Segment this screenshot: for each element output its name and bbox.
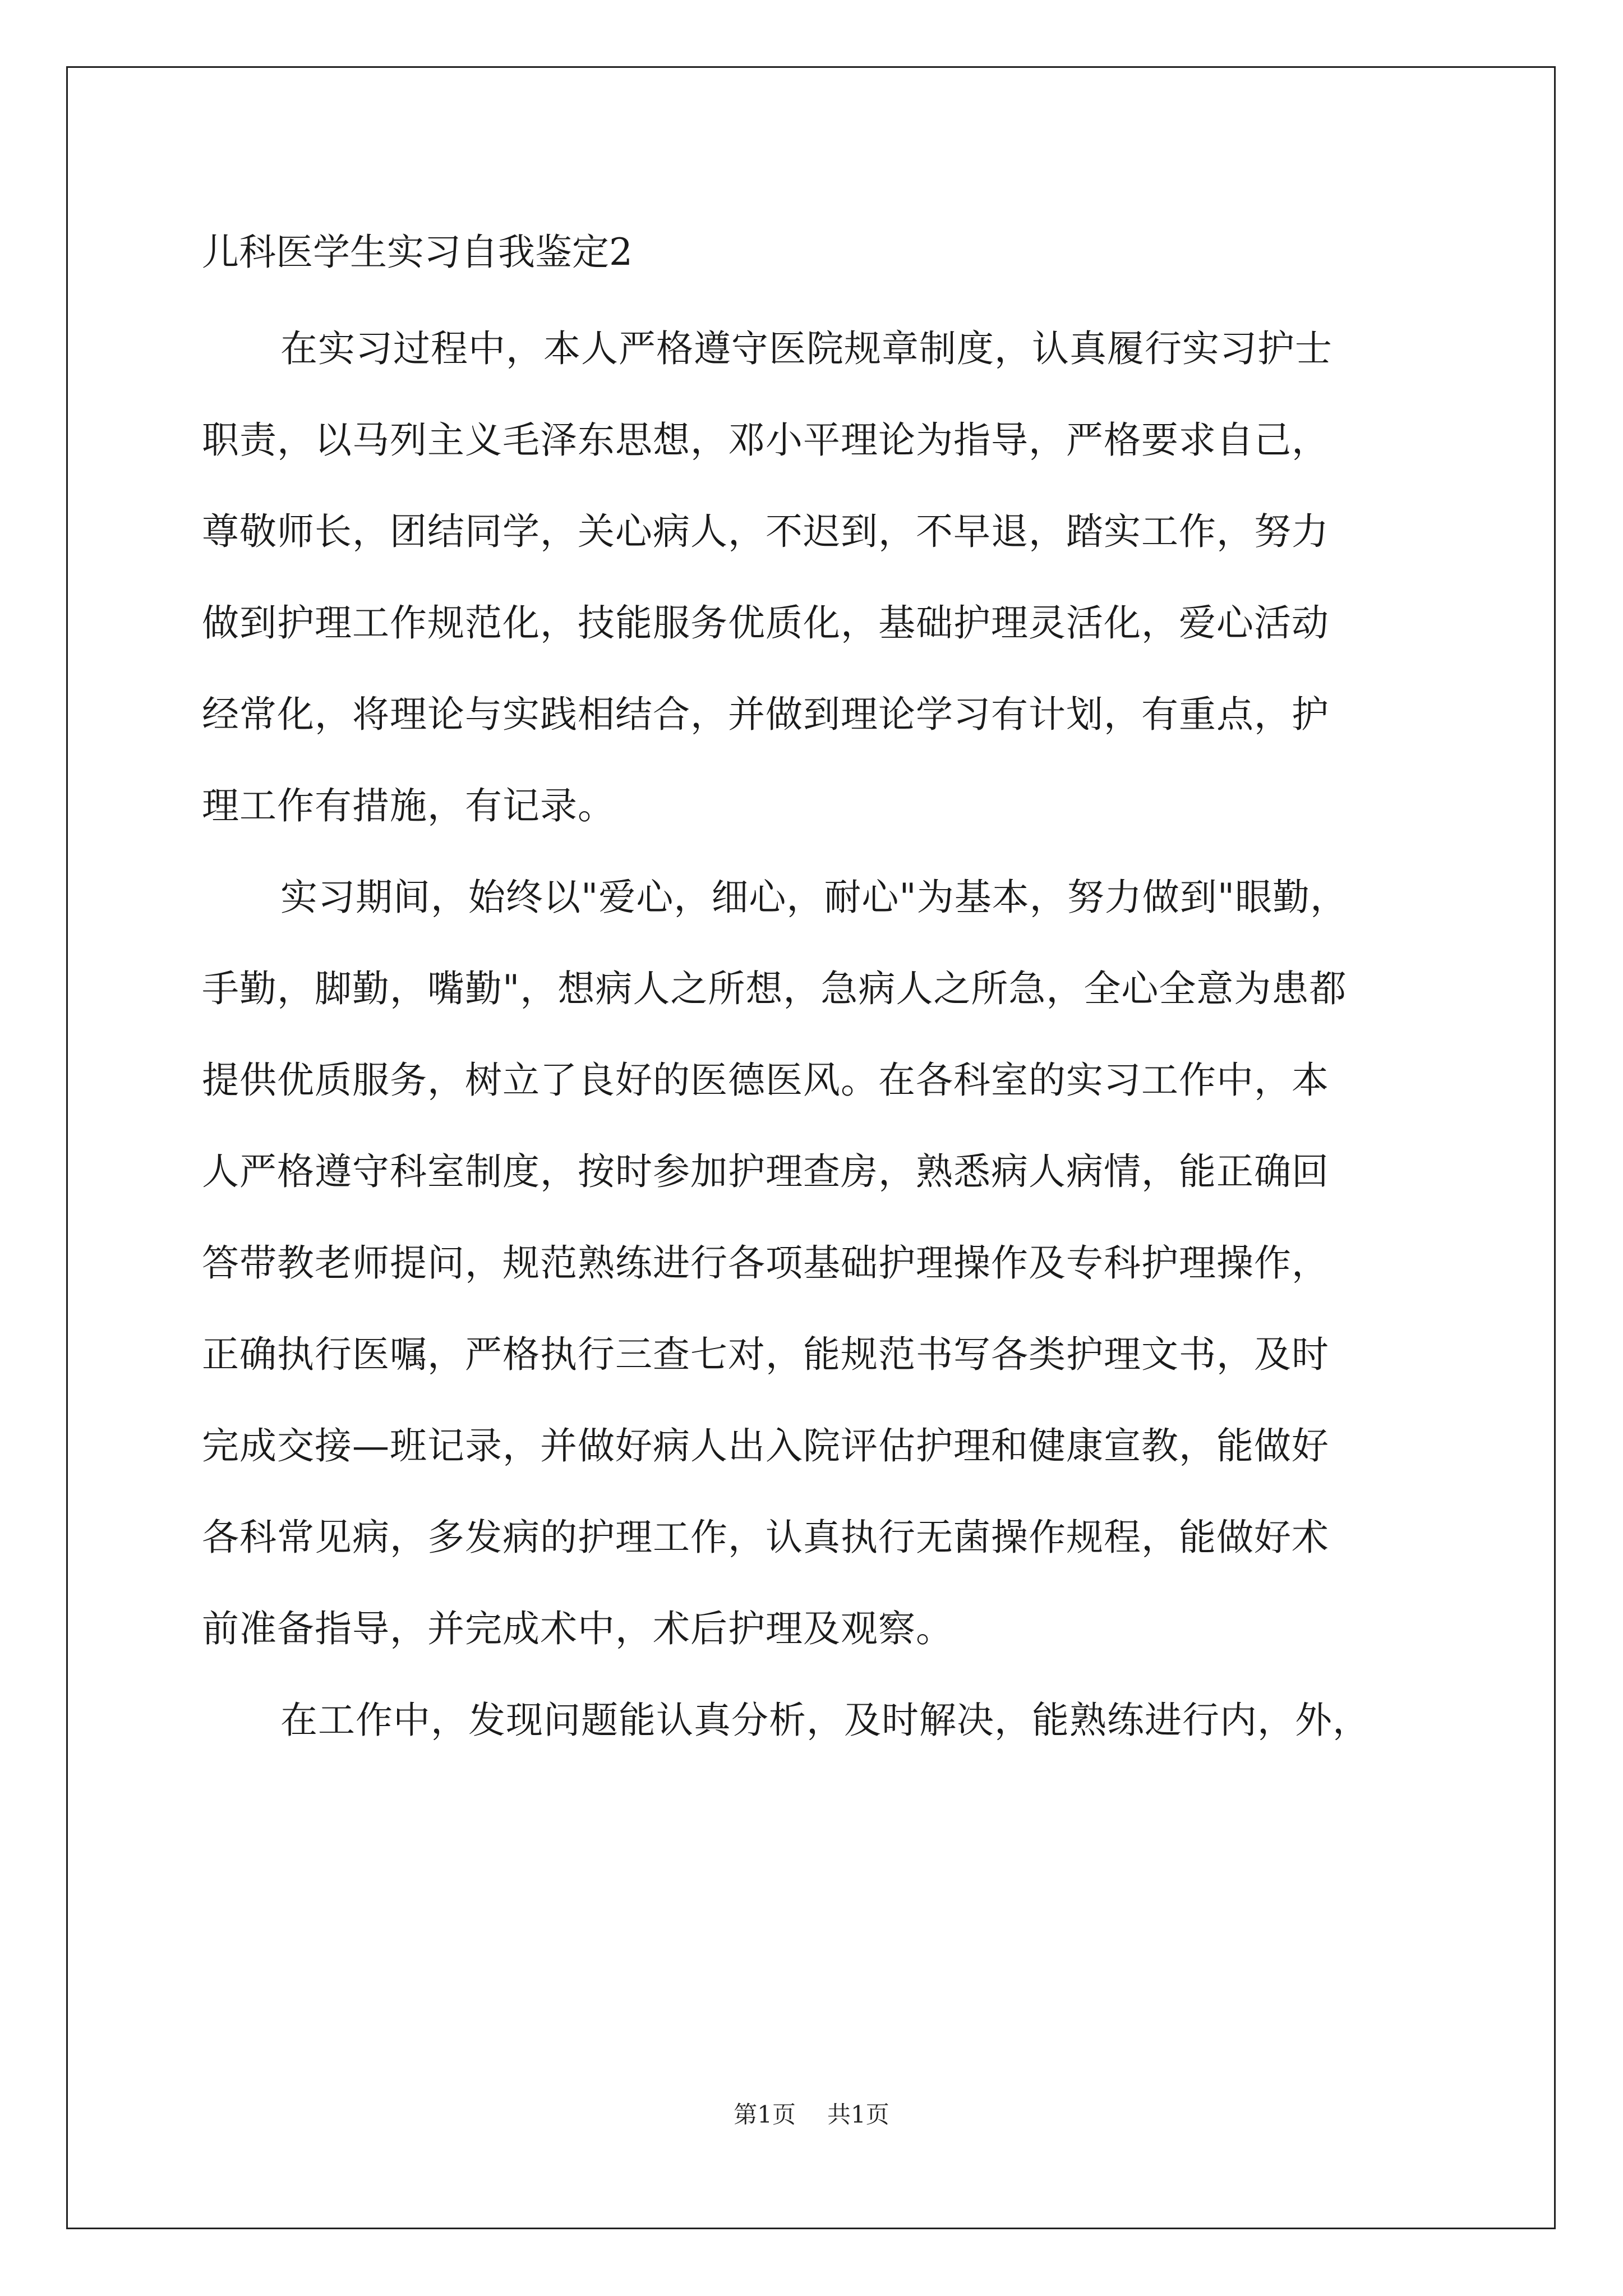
paragraph-line: 答带教老师提问，规范熟练进行各项基础护理操作及专科护理操作， bbox=[202, 1241, 1329, 1285]
paragraph-3 bbox=[202, 1674, 1424, 1766]
paragraph-line: 在工作中，发现问题能认真分析，及时解决，能熟练进行内，外， bbox=[280, 1699, 1370, 1742]
paragraph-line: 尊敬师长，团结同学，关心病人，不迟到，不早退，踏实工作，努力 bbox=[202, 510, 1329, 553]
paragraph-line: 职责，以马列主义毛泽东思想，邓小平理论为指导，严格要求自己， bbox=[202, 418, 1329, 462]
paragraph-line: 前准备指导，并完成术中，术后护理及观察。 bbox=[202, 1607, 953, 1650]
paragraph-line: 经常化，将理论与实践相结合，并做到理论学习有计划，有重点，护 bbox=[202, 693, 1329, 736]
paragraph-2 bbox=[202, 852, 1424, 1674]
paragraph-line: 人严格遵守科室制度，按时参加护理查房，熟悉病人病情，能正确回 bbox=[202, 1150, 1329, 1193]
paragraph-line: 理工作有措施，有记录。 bbox=[202, 784, 615, 827]
paragraph-line: 手勤，脚勤，嘴勤"，想病人之所想，急病人之所急，全心全意为患都 bbox=[202, 967, 1347, 1010]
paragraph-line: 完成交接—班记录，并做好病人出入院评估护理和健康宣教，能做好 bbox=[202, 1424, 1329, 1467]
paragraph-line: 做到护理工作规范化，技能服务优质化，基础护理灵活化，爱心活动 bbox=[202, 601, 1329, 645]
page-footer bbox=[0, 2098, 1623, 2132]
paragraph-1 bbox=[202, 303, 1424, 852]
paragraph-line: 实习期间，始终以"爱心，细心，耐心"为基本，努力做到"眼勤， bbox=[280, 876, 1348, 919]
paragraph-line: 在实习过程中，本人严格遵守医院规章制度，认真履行实习护士 bbox=[280, 327, 1332, 370]
paragraph-line: 提供优质服务，树立了良好的医德医风。在各科室的实习工作中，本 bbox=[202, 1059, 1329, 1102]
paragraph-line: 正确执行医嘱，严格执行三查七对，能规范书写各类护理文书，及时 bbox=[202, 1333, 1329, 1376]
page-number: 第1页 bbox=[734, 2101, 796, 2128]
document-title: 儿科医学生实习自我鉴定2 bbox=[202, 231, 633, 274]
page-total: 共1页 bbox=[827, 2101, 889, 2128]
paragraph-line: 各科常见病，多发病的护理工作，认真执行无菌操作规程，能做好术 bbox=[202, 1516, 1329, 1559]
document-body bbox=[202, 213, 1424, 1766]
